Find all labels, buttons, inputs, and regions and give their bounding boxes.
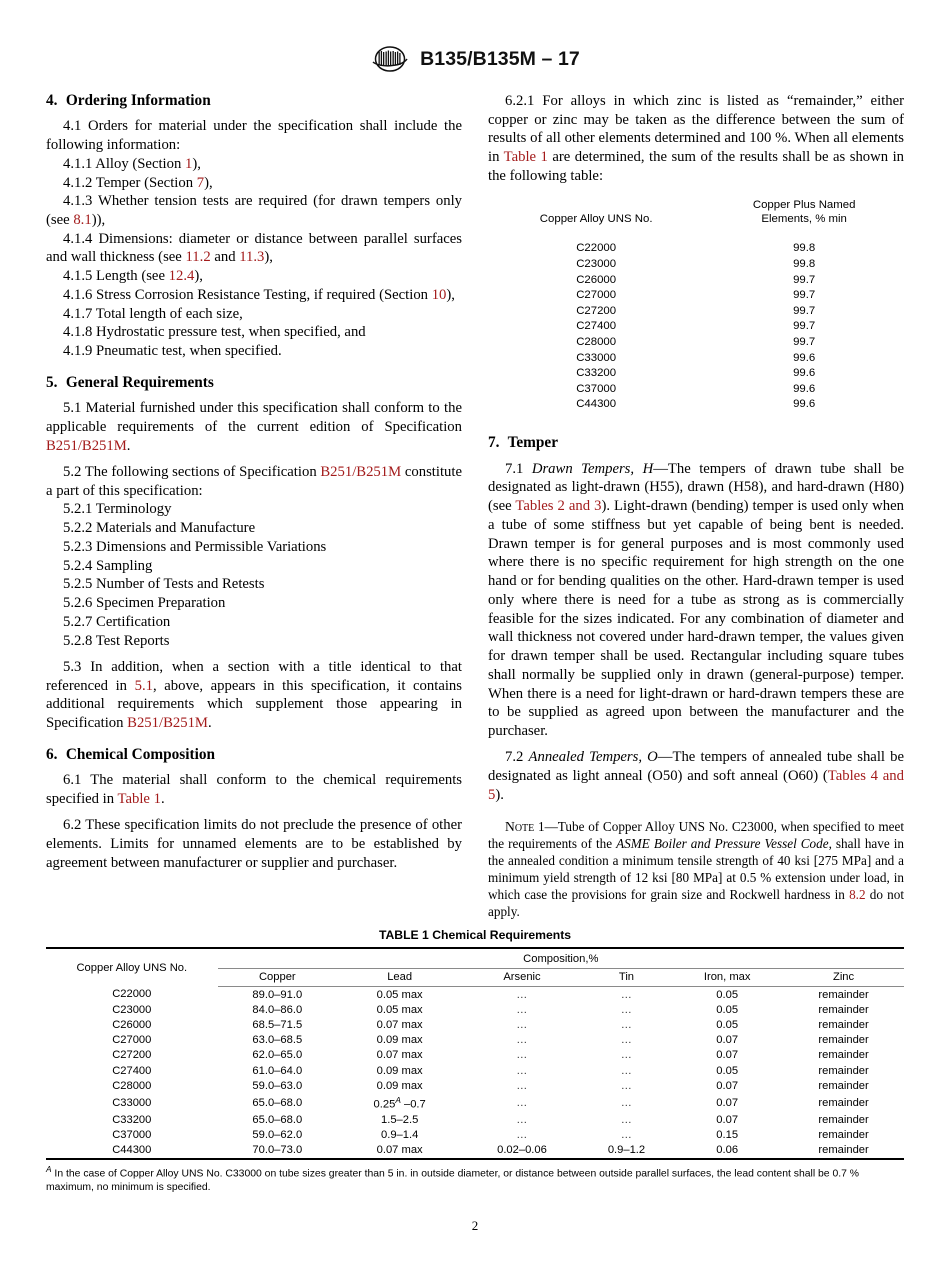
p621-post: are determined, the sum of the results shall be as shown in the following table: bbox=[488, 149, 904, 184]
section-heading-6 bbox=[46, 746, 462, 764]
section-7-title: Temper bbox=[507, 434, 558, 452]
table-row bbox=[46, 1127, 904, 1142]
p51-post: . bbox=[126, 437, 131, 454]
cell-uns: C27200 bbox=[112, 1049, 152, 1062]
table-row bbox=[46, 1048, 904, 1063]
table-row bbox=[46, 1112, 904, 1127]
table-row bbox=[488, 397, 904, 413]
cell-copper: 59.0–62.0 bbox=[252, 1129, 303, 1142]
left-column bbox=[46, 92, 462, 872]
cell-lead: 0.07 max bbox=[337, 1143, 462, 1159]
cell-zinc: remainder bbox=[818, 988, 869, 1001]
link-tables-2-and-3[interactable]: Tables 2 and 3 bbox=[515, 498, 602, 515]
cell-iron: 0.07 bbox=[716, 1049, 739, 1062]
cell-arsenic: ... bbox=[516, 988, 528, 1001]
section-heading-5 bbox=[46, 374, 462, 392]
paragraph-5-2-8: 5.2.8 Test Reports bbox=[63, 632, 170, 649]
p52-post: constitute a part of this specification: bbox=[46, 463, 462, 499]
table-1-group-header-row bbox=[46, 948, 904, 969]
paragraph-6-2: 6.2 These specification limits do not preclude the presence of other elements. Limits for unnamed elements are to be established by agreement between manufacturer or supplier and purchaser. bbox=[46, 817, 462, 871]
p53-mid: , above, appears in this specification, it contains additional requirements which supplement those appearing in Specification bbox=[46, 677, 462, 731]
paragraph-5-2-7: 5.2.7 Certification bbox=[63, 613, 171, 630]
section-4-title: Ordering Information bbox=[65, 92, 211, 109]
p61-post: . bbox=[160, 790, 165, 807]
inline-uns: C37000 bbox=[576, 382, 617, 395]
paragraph-4-1-2 bbox=[46, 174, 462, 193]
link-table-1-b[interactable]: Table 1 bbox=[503, 149, 548, 166]
inline-uns: C27200 bbox=[576, 304, 617, 317]
inline-pct: 99.6 bbox=[793, 367, 816, 380]
table-1-block bbox=[46, 928, 904, 1195]
note-1 bbox=[488, 818, 904, 920]
inline-header-uns: Copper Alloy UNS No. bbox=[539, 213, 653, 226]
cell-uns: C23000 bbox=[112, 1003, 152, 1016]
table-row bbox=[46, 1143, 904, 1159]
paragraph-4-1-4 bbox=[46, 230, 462, 267]
cell-tin: ... bbox=[621, 1113, 632, 1126]
p416-pre: 4.1.6 Stress Corrosion Resistance Testing, if required (Section bbox=[63, 286, 432, 303]
table-row bbox=[488, 303, 904, 319]
cell-lead: 1.5–2.5 bbox=[380, 1113, 419, 1126]
document-header bbox=[0, 44, 950, 74]
paragraph-4-1-8: 4.1.8 Hydrostatic pressure test, when specified, and bbox=[63, 324, 366, 341]
inline-pct: 99.7 bbox=[793, 289, 816, 302]
cell-iron: 0.07 bbox=[716, 1113, 739, 1126]
inline-pct: 99.6 bbox=[793, 351, 816, 364]
link-b251-b251m-1[interactable]: B251/B251M bbox=[46, 437, 127, 454]
link-11-2[interactable]: 11.2 bbox=[185, 249, 211, 266]
cell-copper: 68.5–71.5 bbox=[252, 1018, 303, 1031]
paragraph-7-2 bbox=[488, 748, 904, 804]
paragraph-5-2-6: 5.2.6 Specimen Preparation bbox=[63, 595, 226, 612]
table-row bbox=[46, 1078, 904, 1093]
cell-zinc: remainder bbox=[818, 1096, 869, 1109]
cell-tin: ... bbox=[621, 1018, 632, 1031]
paragraph-5-2-2: 5.2.2 Materials and Manufacture bbox=[63, 520, 256, 537]
cell-copper: 59.0–63.0 bbox=[252, 1079, 303, 1092]
cell-lead: 0.05 max bbox=[376, 1003, 423, 1016]
cell-uns: C27000 bbox=[112, 1034, 152, 1047]
inline-table-header-row bbox=[488, 198, 904, 241]
inline-pct: 99.6 bbox=[793, 398, 816, 411]
cell-tin: ... bbox=[621, 1096, 632, 1109]
inline-uns: C44300 bbox=[576, 398, 617, 411]
paragraph-5-2 bbox=[46, 463, 462, 500]
paragraph-5-3 bbox=[46, 658, 462, 733]
table-1-body bbox=[46, 987, 904, 1159]
cell-copper: 89.0–91.0 bbox=[252, 988, 303, 1001]
inline-header-copper-plus bbox=[704, 198, 904, 241]
table-1-caption: TABLE 1 Chemical Requirements bbox=[378, 928, 572, 942]
table-1-header-lead: Lead bbox=[337, 969, 462, 987]
cell-arsenic: ... bbox=[516, 1003, 528, 1016]
p71-term: Drawn Tempers, H bbox=[531, 460, 654, 477]
cell-uns: C33200 bbox=[112, 1113, 152, 1126]
cell-arsenic: 0.02–0.06 bbox=[462, 1143, 581, 1159]
table-1-header-zinc: Zinc bbox=[783, 969, 904, 987]
cell-iron: 0.05 bbox=[716, 1064, 739, 1077]
p416-post: ), bbox=[446, 286, 455, 303]
note-body-b: do not apply. bbox=[488, 887, 904, 919]
cell-uns: C33000 bbox=[112, 1096, 152, 1109]
cell-uns: C28000 bbox=[112, 1079, 152, 1092]
inline-pct: 99.7 bbox=[793, 273, 816, 286]
cell-arsenic: ... bbox=[516, 1034, 528, 1047]
cell-lead: 0.09 max bbox=[376, 1034, 423, 1047]
link-5-1[interactable]: 5.1 bbox=[134, 677, 153, 694]
inline-pct: 99.7 bbox=[793, 320, 816, 333]
section-5-title: General Requirements bbox=[65, 373, 214, 391]
table-row bbox=[488, 334, 904, 350]
table-1-stub-header: Copper Alloy UNS No. bbox=[46, 948, 218, 987]
paragraph-6-1 bbox=[46, 771, 462, 808]
paragraph-4-1-6 bbox=[46, 286, 462, 305]
cell-uns: C37000 bbox=[112, 1129, 152, 1142]
link-12-4[interactable]: 12.4 bbox=[168, 268, 195, 285]
cell-iron: 0.05 bbox=[716, 988, 739, 1001]
link-b251-b251m-3[interactable]: B251/B251M bbox=[127, 714, 208, 731]
cell-tin: 0.9–1.2 bbox=[582, 1143, 672, 1159]
p621-pre: 6.2.1 For alloys in which zinc is listed as “remainder,” either copper or zinc may be taken as the difference between the sum of results of all other elements determined and 100 %. When all elements in bbox=[488, 93, 904, 166]
paragraph-5-2-5: 5.2.5 Number of Tests and Retests bbox=[63, 576, 265, 593]
cell-iron: 0.06 bbox=[671, 1143, 783, 1159]
table-row bbox=[46, 1033, 904, 1048]
cell-copper: 65.0–68.0 bbox=[252, 1113, 303, 1126]
p51-pre: 5.1 Material furnished under this specification shall conform to the applicable requirements of the current edition of Specification bbox=[46, 400, 462, 435]
table-row bbox=[488, 256, 904, 272]
p61-pre: 6.1 The material shall conform to the chemical requirements specified in bbox=[46, 772, 462, 807]
table-1-footnote bbox=[46, 1164, 904, 1196]
cell-arsenic: ... bbox=[516, 1018, 528, 1031]
table-row bbox=[488, 288, 904, 304]
table-row bbox=[488, 350, 904, 366]
cell-uns: C22000 bbox=[112, 988, 152, 1001]
table-1-header-copper: Copper bbox=[218, 969, 337, 987]
cell-lead: 0.09 max bbox=[376, 1064, 423, 1077]
note-italic-title: ASME Boiler and Pressure Vessel Code bbox=[616, 836, 829, 852]
table-row bbox=[488, 366, 904, 382]
table-row bbox=[488, 381, 904, 397]
p415-pre: 4.1.5 Length (see bbox=[63, 268, 169, 285]
table-1-header-arsenic: Arsenic bbox=[462, 969, 581, 987]
link-tables-4-and-5[interactable]: Tables 4 and 5 bbox=[488, 767, 904, 803]
p413-pre: 4.1.3 Whether tension tests are required (for drawn tempers only (see bbox=[46, 193, 462, 229]
link-section-10[interactable]: 10 bbox=[431, 286, 447, 303]
table-1-head bbox=[46, 948, 904, 987]
paragraph-4-1-7: 4.1.7 Total length of each size, bbox=[63, 305, 243, 322]
lead-value: 0.25 bbox=[373, 1098, 396, 1111]
table-row bbox=[488, 272, 904, 288]
cell-tin: ... bbox=[621, 1049, 632, 1062]
cell-tin: ... bbox=[621, 988, 632, 1001]
link-section-1[interactable]: 1 bbox=[184, 155, 193, 172]
cell-arsenic: ... bbox=[516, 1049, 528, 1062]
p72-a: —The tempers of annealed tube shall be designated as light anneal (O50) and soft anneal (O60) ( bbox=[488, 749, 905, 784]
cell-uns: C26000 bbox=[112, 1018, 152, 1031]
section-7-number: 7. bbox=[488, 434, 500, 452]
cell-arsenic: ... bbox=[516, 1064, 528, 1077]
footnote-text: In the case of Copper Alloy UNS No. C33000 on tube sizes greater than 5 in. in outside diameter, or distance between outside parallel surfaces, the lead content shall be 0.7 % maximum, no minimum is specified. bbox=[46, 1168, 860, 1194]
copper-plus-named-elements-table bbox=[488, 198, 904, 413]
table-row bbox=[46, 1017, 904, 1032]
link-11-3[interactable]: 11.3 bbox=[239, 249, 265, 266]
cell-lead-footnoted bbox=[337, 1093, 462, 1112]
p72-b: ). bbox=[495, 786, 504, 803]
section-6-number: 6. bbox=[46, 745, 58, 763]
paragraph-5-2-1: 5.2.1 Terminology bbox=[63, 501, 172, 518]
cell-copper: 70.0–73.0 bbox=[218, 1143, 337, 1159]
paragraph-7-1 bbox=[488, 460, 904, 741]
cell-copper: 84.0–86.0 bbox=[252, 1003, 303, 1016]
link-section-7[interactable]: 7 bbox=[196, 174, 205, 191]
cell-uns: C44300 bbox=[46, 1143, 218, 1159]
cell-arsenic: ... bbox=[516, 1079, 528, 1092]
cell-lead: 0.07 max bbox=[376, 1018, 423, 1031]
cell-iron: 0.05 bbox=[716, 1018, 739, 1031]
cell-iron: 0.05 bbox=[716, 1003, 739, 1016]
paragraph-5-1 bbox=[46, 399, 462, 455]
inline-header-line1: Copper Plus Named bbox=[752, 198, 856, 211]
p52-pre: 5.2 The following sections of Specification bbox=[63, 463, 321, 480]
cell-zinc: remainder bbox=[818, 1064, 869, 1077]
table-row bbox=[46, 987, 904, 1003]
inline-pct: 99.7 bbox=[793, 304, 816, 317]
inline-table-head bbox=[488, 198, 904, 241]
cell-iron: 0.07 bbox=[716, 1096, 739, 1109]
cell-zinc: remainder bbox=[818, 1049, 869, 1062]
paragraph-5-2-3: 5.2.3 Dimensions and Permissible Variations bbox=[63, 538, 327, 555]
cell-zinc: remainder bbox=[818, 1018, 869, 1031]
p411-pre: 4.1.1 Alloy (Section bbox=[63, 155, 185, 172]
inline-pct: 99.7 bbox=[793, 335, 816, 348]
inline-pct: 99.8 bbox=[793, 257, 816, 270]
table-row bbox=[488, 241, 904, 257]
cell-lead: 0.05 max bbox=[376, 988, 423, 1001]
inline-header-line2: Elements, % min bbox=[761, 213, 847, 226]
cell-zinc: remainder bbox=[818, 1079, 869, 1092]
link-table-1-a[interactable]: Table 1 bbox=[117, 790, 161, 807]
inline-uns: C33200 bbox=[576, 367, 617, 380]
link-b251-b251m-2[interactable]: B251/B251M bbox=[320, 463, 402, 480]
inline-uns: C33000 bbox=[576, 351, 617, 364]
standard-designation: B135/B135M – 17 bbox=[420, 47, 580, 70]
cell-zinc: remainder bbox=[818, 1113, 869, 1126]
right-column bbox=[488, 92, 904, 921]
p413-post: )), bbox=[91, 212, 106, 229]
cell-zinc: remainder bbox=[818, 1129, 869, 1142]
p71-b: ). Light-drawn (bending) temper is used only when a tube of some stiffness but yet capable of being bent is needed. Drawn temper is for general purposes and is most commonly used where there is no specific requirement for high strength on the one hand or for bending qualities on the other. Hard-drawn temper is used only where there is need for a tube as strong as is commercially feasible for the sizes indicated. For any combination of diameter and wall thickness not covered under hard-drawn temper, the values given for drawn temper shall be used. Rectangular including square tubes shall normally be supplied only in drawn (general-purpose) temper. When there is a need for light-drawn or hard-drawn tempers these are to be supplied as agreed upon between the manufacturer and the purchaser. bbox=[488, 498, 904, 740]
table-1-chemical-requirements bbox=[46, 947, 904, 1160]
link-8-2[interactable]: 8.2 bbox=[849, 887, 866, 903]
cell-copper: 62.0–65.0 bbox=[252, 1049, 303, 1062]
table-row bbox=[488, 319, 904, 335]
footnote-marker-a: A bbox=[395, 1094, 401, 1105]
p71-a: —The tempers of drawn tube shall be designated as light-drawn (H55), drawn (H58), and hard-drawn (H80) (see bbox=[488, 460, 905, 515]
paragraph-5-2-4: 5.2.4 Sampling bbox=[63, 557, 153, 574]
paragraph-4-1-9: 4.1.9 Pneumatic test, when specified. bbox=[63, 343, 282, 360]
table-row bbox=[46, 1063, 904, 1078]
paragraph-4-1-3 bbox=[46, 192, 462, 229]
cell-tin: ... bbox=[621, 1034, 632, 1047]
inline-table-body bbox=[488, 241, 904, 413]
cell-lead: 0.9–1.4 bbox=[380, 1129, 419, 1142]
cell-tin: ... bbox=[621, 1064, 632, 1077]
cell-iron: 0.15 bbox=[716, 1129, 739, 1142]
cell-iron: 0.07 bbox=[716, 1034, 739, 1047]
footnote-label-a: A bbox=[46, 1163, 52, 1174]
p72-term: Annealed Tempers, O bbox=[528, 749, 658, 766]
p53-pre: 5.3 In addition, when a section with a title identical to that referenced in bbox=[46, 658, 462, 694]
cell-tin: ... bbox=[621, 1003, 632, 1016]
p414-mid: and bbox=[210, 249, 240, 266]
inline-pct: 99.6 bbox=[793, 382, 816, 395]
astm-logo-icon bbox=[370, 44, 410, 74]
paragraph-4-1: 4.1 Orders for material under the specification shall include the following information: bbox=[46, 118, 462, 154]
section-5-number: 5. bbox=[46, 373, 58, 391]
table-1-header-iron: Iron, max bbox=[671, 969, 783, 987]
cell-arsenic: ... bbox=[516, 1129, 528, 1142]
cell-lead: 0.07 max bbox=[376, 1049, 423, 1062]
table-1-header-tin: Tin bbox=[582, 969, 672, 987]
p415-post: ), bbox=[194, 268, 203, 285]
inline-uns: C27400 bbox=[576, 320, 617, 333]
cell-zinc: remainder bbox=[818, 1003, 869, 1016]
cell-copper: 65.0–68.0 bbox=[252, 1096, 303, 1109]
paragraph-6-2-1 bbox=[488, 92, 904, 186]
table-row bbox=[46, 1002, 904, 1017]
cell-tin: ... bbox=[621, 1079, 632, 1092]
cell-copper: 61.0–64.0 bbox=[252, 1064, 303, 1077]
p412-pre: 4.1.2 Temper (Section bbox=[63, 174, 197, 191]
inline-uns: C23000 bbox=[576, 257, 617, 270]
p53-post: . bbox=[207, 714, 212, 731]
cell-lead: 0.09 max bbox=[376, 1079, 423, 1092]
p72-number: 7.2 bbox=[505, 749, 529, 766]
p71-number: 7.1 bbox=[505, 460, 532, 477]
table-1-composition-header: Composition,% bbox=[218, 948, 904, 969]
cell-tin: ... bbox=[621, 1129, 632, 1142]
note-label: Note bbox=[505, 819, 535, 835]
page-number: 2 bbox=[471, 1218, 479, 1233]
cell-copper: 63.0–68.5 bbox=[252, 1034, 303, 1047]
table-row bbox=[46, 1093, 904, 1112]
note-lead: 1—Tube of Copper Alloy UNS No. C23000, when specified to meet the requirements of the bbox=[488, 819, 904, 852]
cell-zinc: remainder bbox=[783, 1143, 904, 1159]
cell-iron: 0.07 bbox=[716, 1079, 739, 1092]
p414-pre: 4.1.4 Dimensions: diameter or distance between parallel surfaces and wall thickness (see bbox=[46, 230, 462, 266]
cell-uns: C27400 bbox=[112, 1064, 152, 1077]
section-heading-4 bbox=[46, 92, 462, 110]
paragraph-4-1-5 bbox=[46, 267, 462, 286]
inline-uns: C28000 bbox=[576, 335, 617, 348]
cell-arsenic: ... bbox=[516, 1096, 528, 1109]
inline-uns: C27000 bbox=[576, 289, 617, 302]
p414-post: ), bbox=[264, 249, 273, 266]
section-4-number: 4. bbox=[46, 92, 58, 109]
paragraph-4-1-1 bbox=[46, 155, 462, 174]
note-body-a: , shall have in the annealed condition a minimum tensile strength of 40 ksi [275 MPa] and a minimum yield strength of 12 ksi [80 MPa] at 0.5 % extension under load, in which case the provisions for grain size and Rockwell hardness in bbox=[488, 836, 904, 903]
section-heading-7 bbox=[488, 434, 904, 452]
p412-post: ), bbox=[204, 174, 213, 191]
inline-uns: C26000 bbox=[576, 273, 617, 286]
cell-zinc: remainder bbox=[818, 1034, 869, 1047]
link-8-1[interactable]: 8.1 bbox=[73, 212, 92, 229]
inline-pct: 99.8 bbox=[793, 242, 816, 255]
inline-uns: C22000 bbox=[576, 242, 617, 255]
section-6-title: Chemical Composition bbox=[65, 745, 215, 763]
cell-arsenic: ... bbox=[516, 1113, 528, 1126]
p411-post: ), bbox=[192, 155, 201, 172]
lead-value-tail: –0.7 bbox=[400, 1098, 426, 1111]
